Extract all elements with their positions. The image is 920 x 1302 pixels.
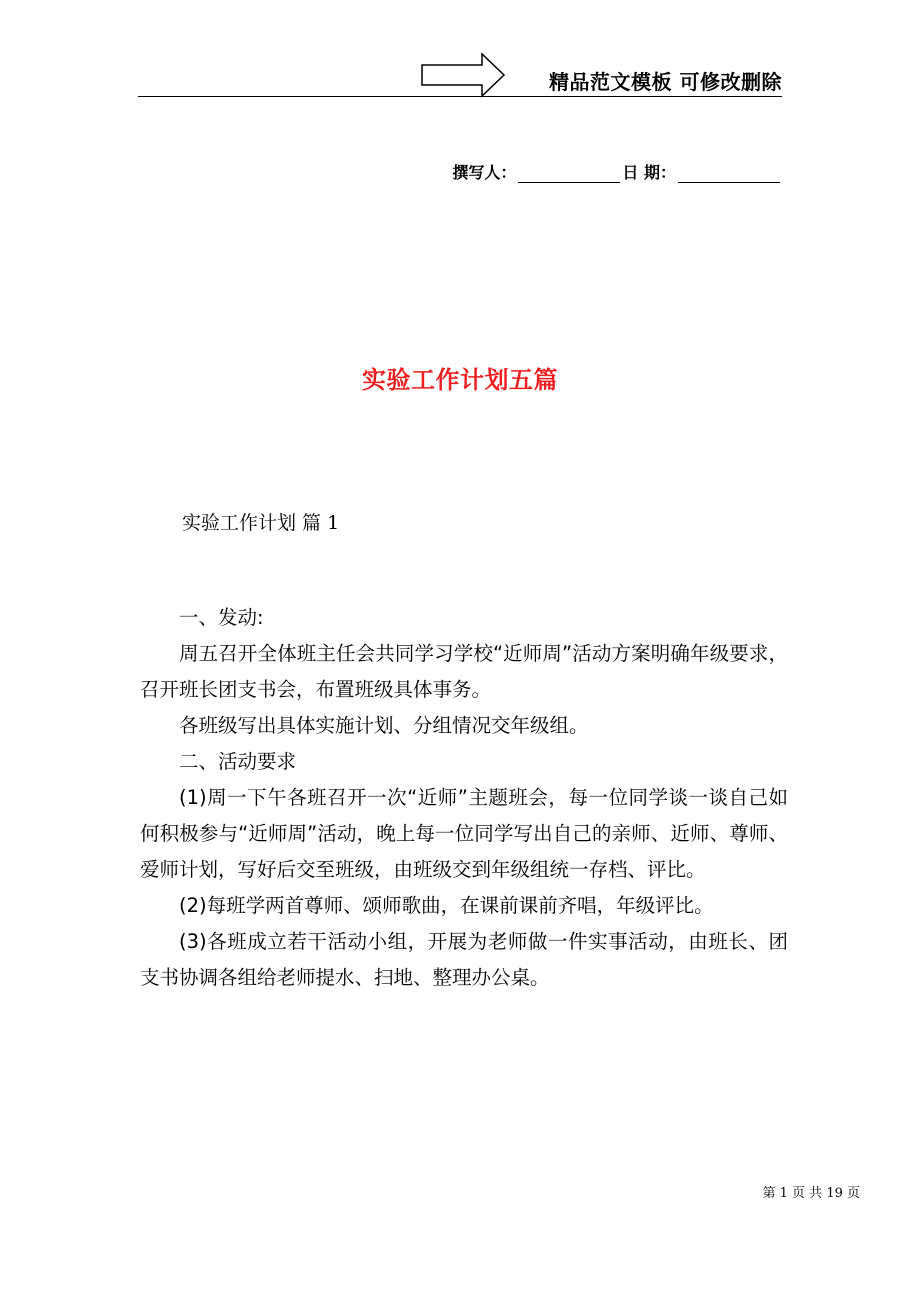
- paragraph: 各班级写出具体实施计划、分组情况交年级组。: [179, 714, 589, 737]
- paragraph: (3)各班成立若干活动小组，开展为老师做一件实事活动，由班长、团支书协调各组给老师提水、扫地、整理办公桌。: [140, 930, 788, 989]
- arrow-icon: [420, 52, 506, 98]
- paragraph: 一、发动:: [179, 606, 264, 629]
- paragraph: 二、活动要求: [179, 750, 297, 773]
- section-heading: 实验工作计划 篇 1: [182, 512, 340, 534]
- date-label: 日 期：: [622, 163, 676, 182]
- page-number: 第 1 页 共 19 页: [762, 1186, 860, 1201]
- author-label: 撰写人：: [452, 163, 517, 182]
- author-blank: [518, 164, 620, 183]
- paragraph: 周五召开全体班主任会共同学习学校“近师周”活动方案明确年级要求，召开班长团支书会，布置班级具体事务。: [140, 642, 788, 701]
- document-body: [140, 600, 788, 996]
- header-title: 精品范文模板 可修改删除: [549, 70, 782, 94]
- author-date-line: [452, 160, 782, 183]
- document-title: 实验工作计划五篇: [362, 366, 558, 394]
- paragraph: (1)周一下午各班召开一次“近师”主题班会，每一位同学谈一谈自己如何积极参与“近师周”活动，晚上每一位同学写出自己的亲师、近师、尊师、爱师计划，写好后交至班级，由班级交到年级组统一存档、评比。: [140, 786, 788, 881]
- paragraph: (2)每班学两首尊师、颂师歌曲，在课前课前齐唱，年级评比。: [179, 894, 714, 917]
- header-rule: [138, 96, 782, 97]
- date-blank: [678, 164, 780, 183]
